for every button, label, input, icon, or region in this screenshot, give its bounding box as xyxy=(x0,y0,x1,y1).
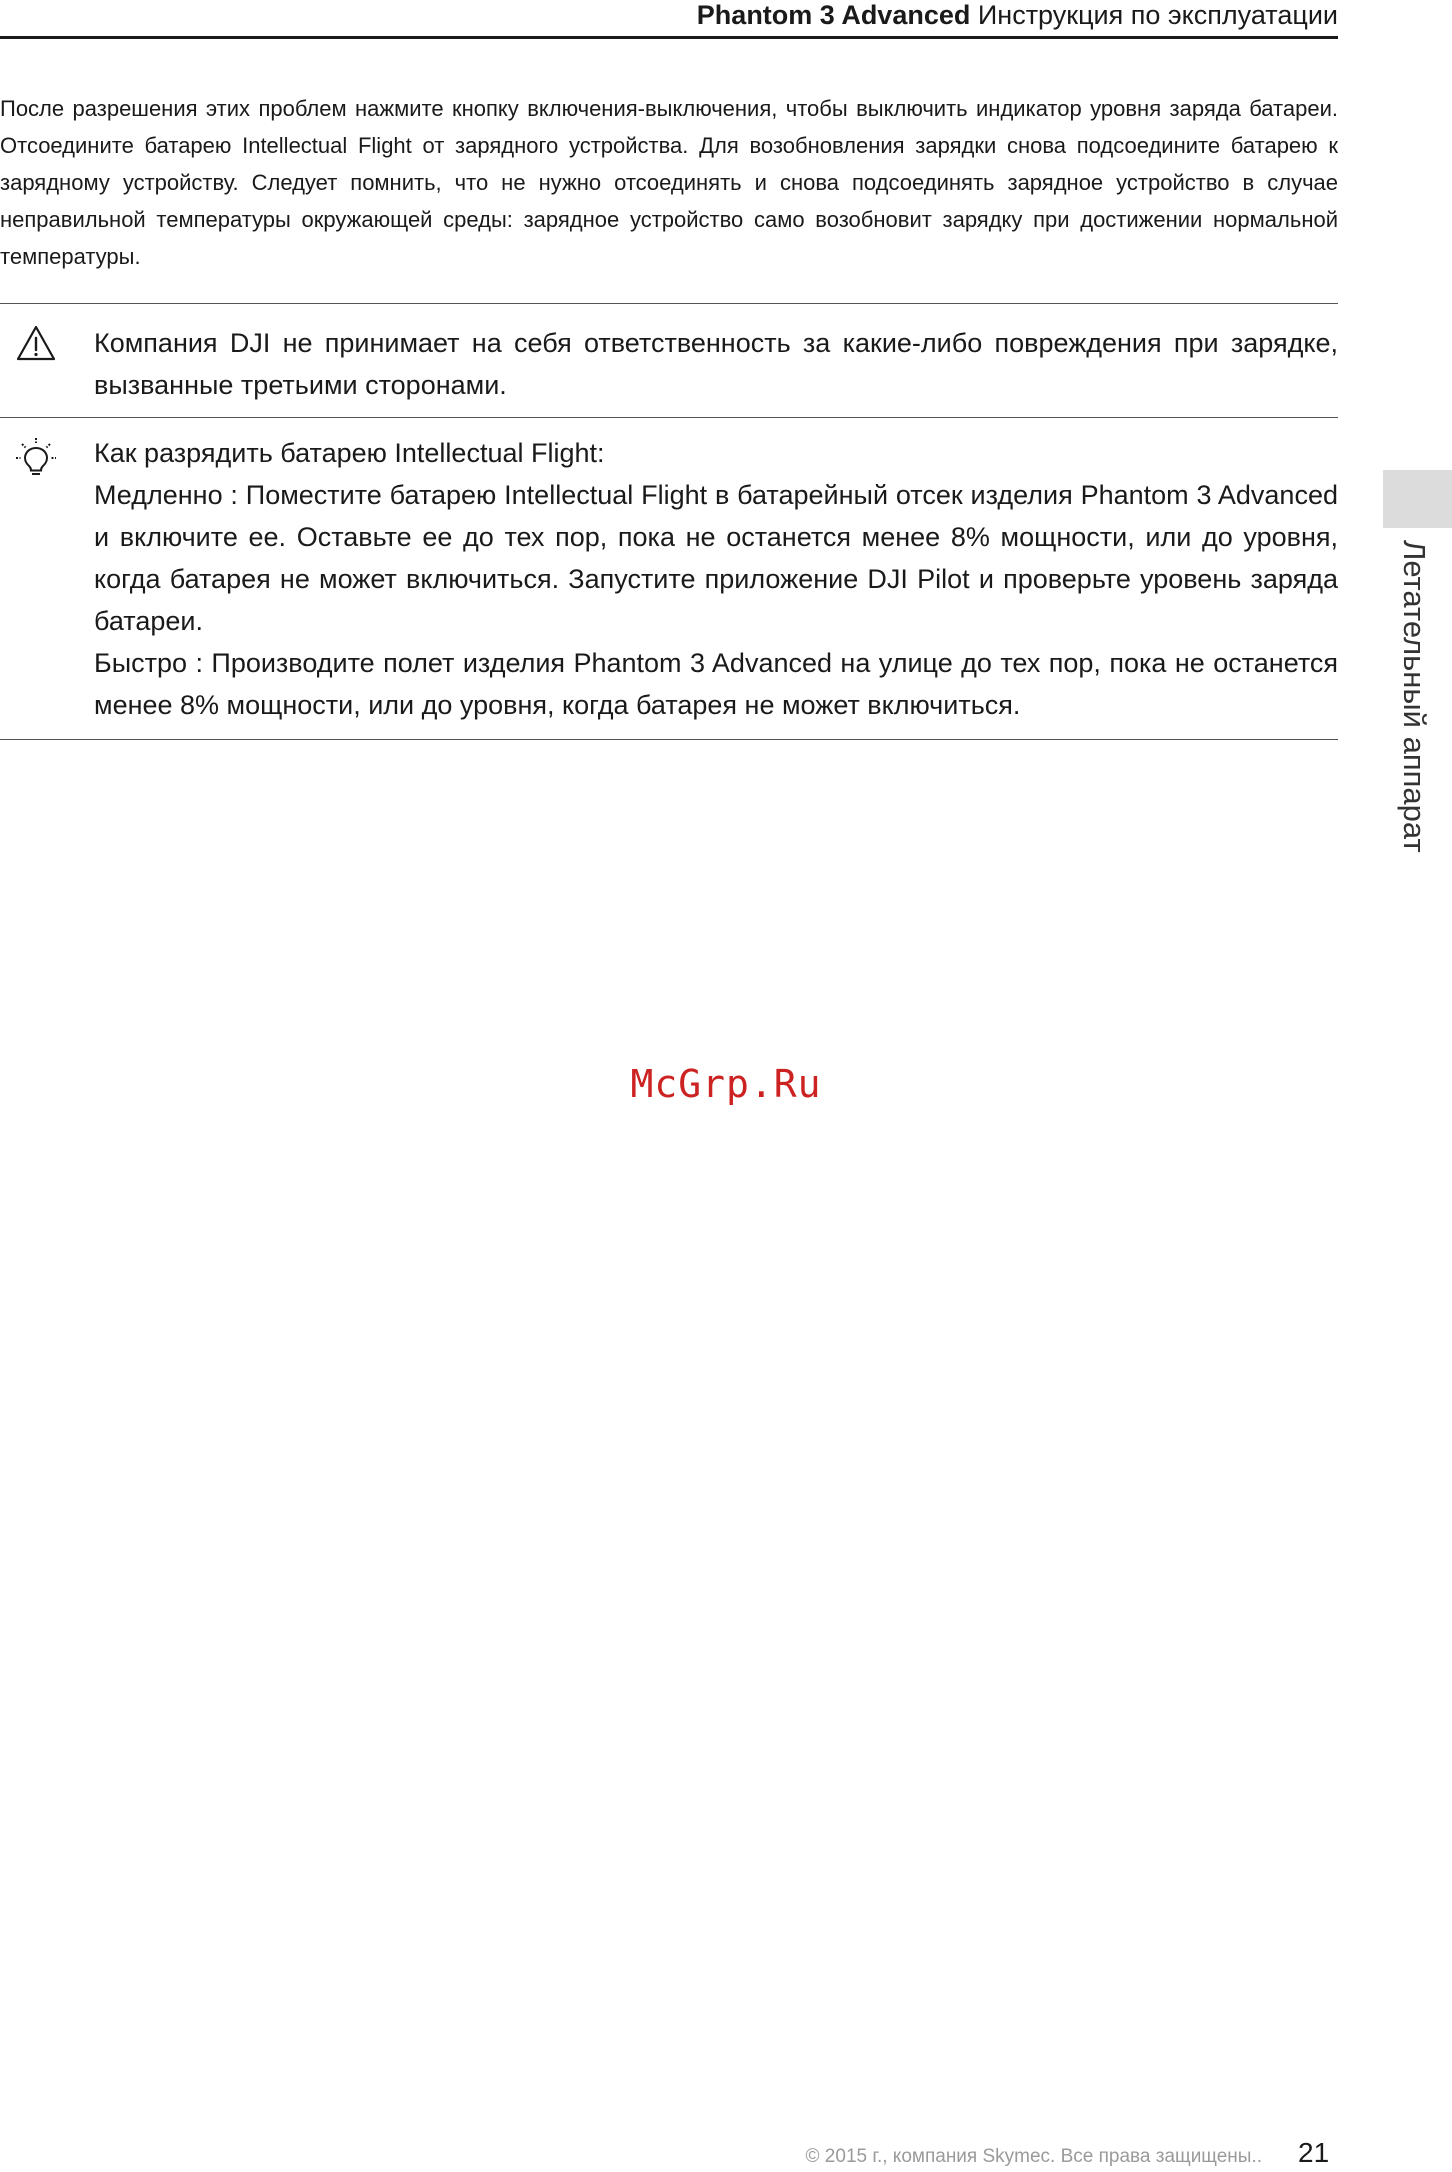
divider-top xyxy=(0,303,1338,304)
tip-slow-label: Медленно : xyxy=(94,480,238,510)
tip-heading: Как разрядить батарею Intellectual Flight: xyxy=(94,438,605,468)
warning-text: Компания DJI не принимает на себя ответственность за какие-либо повреждения при зарядке, вызванные третьими сторонами. xyxy=(94,328,1338,400)
divider-middle xyxy=(0,417,1338,418)
tip-fast-text: Производите полет изделия Phantom 3 Advanced на улице до тех пор, пока не останется менее 8% мощности, или до уровня, когда батарея не может включиться. xyxy=(94,648,1339,720)
header-title: Инструкция по эксплуатации xyxy=(977,0,1338,30)
tip-fast xyxy=(94,642,1338,726)
section-label-text: Летательный аппарат xyxy=(1397,540,1432,853)
footer-copyright: © 2015 г., компания Skymec. Все права защищены.. xyxy=(805,2146,1262,2167)
tip-body xyxy=(94,432,1338,726)
warning-icon xyxy=(14,322,58,366)
section-tab xyxy=(1383,470,1452,528)
page-number: 21 xyxy=(1298,2137,1330,2168)
section-label xyxy=(1386,540,1446,860)
lightbulb-icon xyxy=(14,436,58,480)
intro-paragraph: После разрешения этих проблем нажмите кнопку включения-выключения, чтобы выключить индикатор уровня заряда батареи. Отсоедините батарею Intellectual Flight от зарядного устройства. Для возобновления зарядки снова подсоедините батарею к зарядному устройству. Следует помнить, что не нужно отсоединять и снова подсоединять зарядное устройство в случае неправильной температуры окружающей среды: зарядное устройство само возобновит зарядку при достижении нормальной температуры. xyxy=(0,96,1338,269)
tip-fast-label: Быстро : xyxy=(94,648,203,678)
tip-slow-text: Поместите батарею Intellectual Flight в батарейный отсек изделия Phantom 3 Advanced и включите ее. Оставьте ее до тех пор, пока не останется менее 8% мощности, или до уровня, когда батарея не может включиться. Запустите приложение DJI Pilot и проверьте уровень заряда батареи. xyxy=(94,480,1338,636)
watermark: McGrp.Ru xyxy=(630,1062,822,1106)
header-model: Phantom 3 Advanced xyxy=(696,0,971,30)
page-header xyxy=(0,0,1338,39)
tip-slow xyxy=(94,474,1338,642)
divider-bottom xyxy=(0,739,1338,740)
